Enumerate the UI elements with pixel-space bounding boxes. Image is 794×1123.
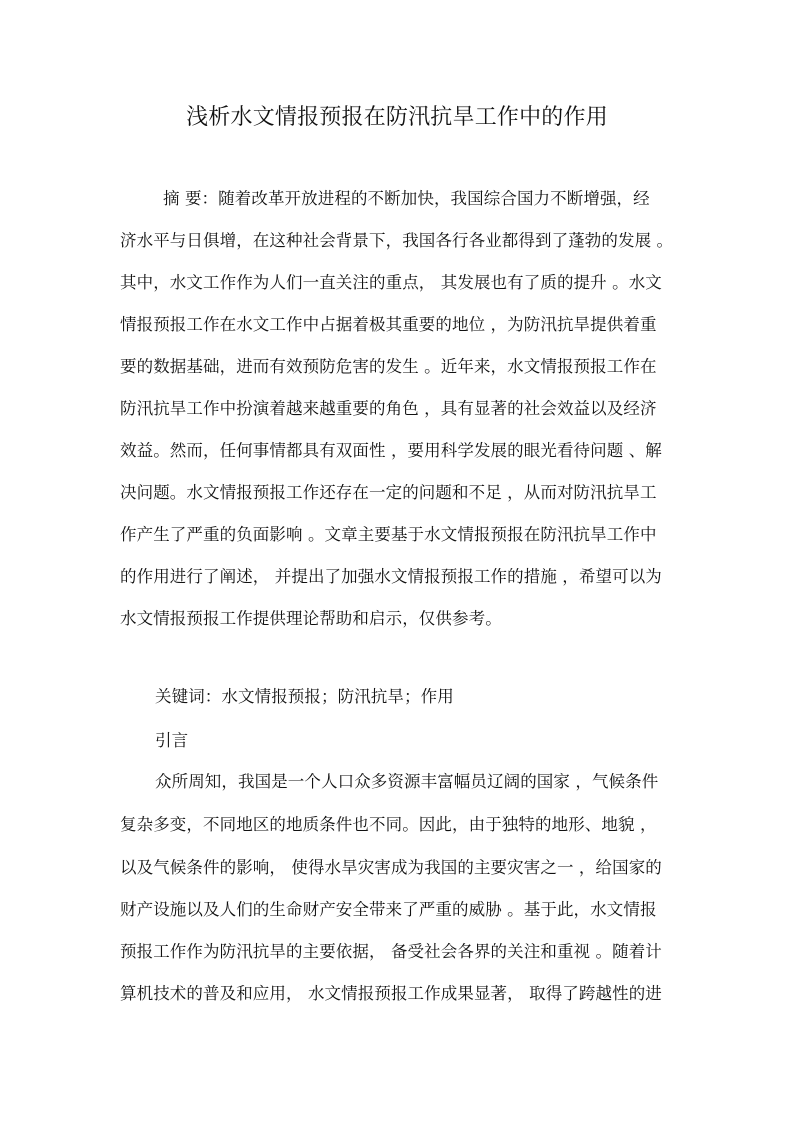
abstract-line: 决问题。水文情报预报工作还存在一定的问题和不足 ，从而对防汛抗旱工 (120, 483, 657, 502)
abstract-line: 效益。然而，任何事情都具有双面性 ，要用科学发展的眼光看待问题 、解 (120, 441, 662, 460)
intro-line: 算机技术的普及和应用， 水文情报预报工作成果显著， 取得了跨越性的进 (120, 984, 662, 1003)
intro-line: 众所周知，我国是一个人口众多资源丰富幅员辽阔的国家 ，气候条件 (155, 772, 659, 791)
intro-line: 财产设施以及人们的生命财产安全带来了严重的威胁 。基于此，水文情报 (120, 900, 657, 919)
abstract-line: 其中，水文工作作为人们一直关注的重点， 其发展也有了质的提升 。水文 (120, 273, 662, 292)
abstract-line: 摘 要：随着改革开放进程的不断加快，我国综合国力不断增强，经 (163, 189, 650, 208)
intro-line: 复杂多变，不同地区的地质条件也不同。因此，由于独特的地形、地貌 ， (120, 815, 657, 834)
abstract-line: 要的数据基础，进而有效预防危害的发生 。近年来，水文情报预报工作在 (120, 357, 657, 376)
intro-line: 以及气候条件的影响， 使得水旱灾害成为我国的主要灾害之一 ，给国家的 (120, 858, 662, 877)
intro-heading: 引言 (155, 731, 189, 750)
abstract-line: 水文情报预报工作提供理论帮助和启示，仅供参考。 (120, 609, 502, 628)
intro-line: 预报工作作为防汛抗旱的主要依据， 备受社会各界的关注和重视 。随着计 (120, 942, 662, 961)
abstract-line: 作产生了严重的负面影响 。文章主要基于水文情报预报在防汛抗旱工作中 (120, 525, 657, 544)
abstract-line: 防汛抗旱工作中扮演着越来越重要的角色 ，具有显著的社会效益以及经济 (120, 399, 657, 418)
abstract-line: 的作用进行了阐述， 并提出了加强水文情报预报工作的措施 ，希望可以为 (120, 567, 662, 586)
document-title: 浅析水文情报预报在防汛抗旱工作中的作用 (186, 105, 608, 130)
keywords: 关键词：水文情报预报；防汛抗旱；作用 (155, 687, 454, 706)
abstract-line: 情报预报工作在水文工作中占据着极其重要的地位 ，为防汛抗旱提供着重 (120, 315, 657, 334)
abstract-line: 济水平与日俱增，在这种社会背景下，我国各行各业都得到了蓬勃的发展 。 (120, 231, 674, 250)
